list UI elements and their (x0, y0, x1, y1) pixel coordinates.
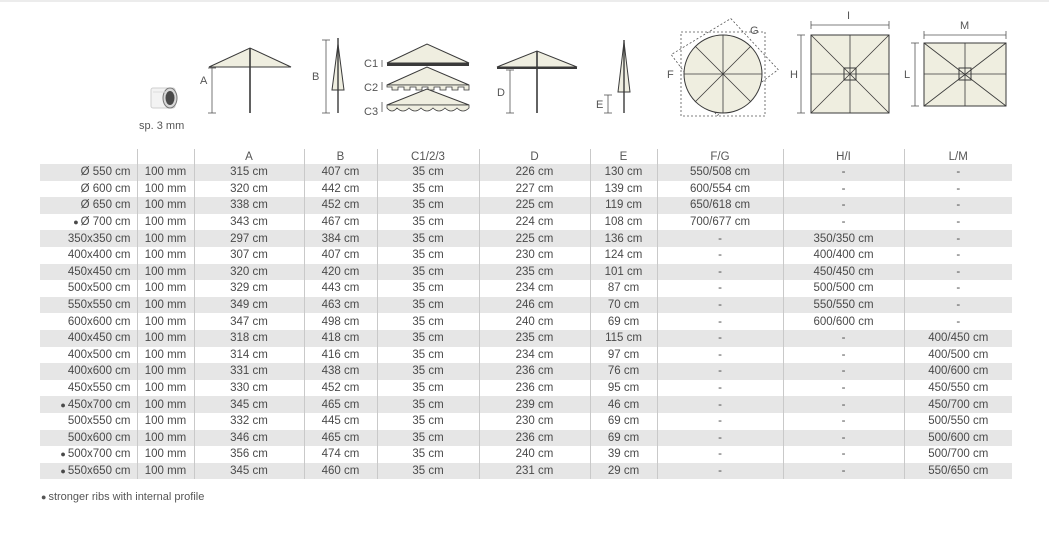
cell-c: 35 cm (377, 363, 479, 380)
bullet-icon: ● (41, 492, 47, 502)
label-c1: C1 (364, 58, 379, 70)
size-label: 350x350 cm (67, 232, 131, 245)
cell-c: 35 cm (377, 197, 479, 214)
table-row (40, 463, 1012, 480)
header-b: B (304, 149, 377, 164)
cell-lm: - (904, 297, 1012, 314)
cell-b: 460 cm (304, 463, 377, 480)
cell-fg: - (657, 380, 783, 397)
cell-hi: - (783, 396, 904, 413)
bullet-icon: ● (60, 465, 66, 476)
cell-fg: 600/554 cm (657, 181, 783, 198)
size-label: 450x550 cm (67, 382, 131, 395)
cell-hi: 400/400 cm (783, 247, 904, 264)
cell-pole: 100 mm (137, 214, 194, 231)
cell-a: 345 cm (194, 463, 304, 480)
table-row (40, 363, 1012, 380)
cell-b: 452 cm (304, 197, 377, 214)
label-m: M (960, 20, 970, 32)
cell-fg: - (657, 463, 783, 480)
bullet-icon: ● (60, 399, 66, 410)
footnote (41, 491, 204, 503)
cell-a: 297 cm (194, 230, 304, 247)
cell-a: 329 cm (194, 280, 304, 297)
cell-b: 443 cm (304, 280, 377, 297)
cell-c: 35 cm (377, 413, 479, 430)
header-e: E (590, 149, 657, 164)
header-a: A (194, 149, 304, 164)
cell-c: 35 cm (377, 164, 479, 181)
cell-e: 29 cm (590, 463, 657, 480)
cell-c: 35 cm (377, 380, 479, 397)
cell-fg: - (657, 446, 783, 463)
cell-lm: - (904, 247, 1012, 264)
cell-hi: - (783, 430, 904, 447)
cell-a: 343 cm (194, 214, 304, 231)
footnote-text: stronger ribs with internal profile (48, 491, 205, 503)
cell-c: 35 cm (377, 264, 479, 281)
cell-hi: - (783, 446, 904, 463)
cell-lm: - (904, 214, 1012, 231)
cell-d: 246 cm (479, 297, 590, 314)
cell-c: 35 cm (377, 297, 479, 314)
cell-size (40, 280, 137, 297)
cell-e: 108 cm (590, 214, 657, 231)
cell-hi: - (783, 363, 904, 380)
size-label: 450x450 cm (67, 265, 131, 278)
table-row (40, 197, 1012, 214)
label-c2: C2 (364, 82, 379, 94)
cell-b: 418 cm (304, 330, 377, 347)
cell-hi: - (783, 463, 904, 480)
cell-size (40, 430, 137, 447)
header-pole (137, 149, 194, 164)
table-row (40, 380, 1012, 397)
cell-e: 46 cm (590, 396, 657, 413)
label-a: A (200, 75, 208, 87)
size-label: 450x700 cm (67, 398, 131, 411)
cell-size (40, 413, 137, 430)
size-label: 550x650 cm (67, 464, 131, 477)
cell-d: 236 cm (479, 430, 590, 447)
label-c3: C3 (364, 106, 379, 118)
diagram-hi (790, 10, 889, 113)
diagram-d (497, 51, 577, 113)
cell-c: 35 cm (377, 330, 479, 347)
cell-pole: 100 mm (137, 247, 194, 264)
cell-a: 349 cm (194, 297, 304, 314)
cell-b: 416 cm (304, 347, 377, 364)
label-h: H (790, 69, 798, 81)
label-l: L (904, 69, 911, 81)
cell-hi: - (783, 164, 904, 181)
cell-c: 35 cm (377, 347, 479, 364)
cell-hi: 450/450 cm (783, 264, 904, 281)
cell-size (40, 164, 137, 181)
cell-b: 463 cm (304, 297, 377, 314)
header-lm: L/M (948, 150, 968, 163)
cell-size (40, 247, 137, 264)
cell-b: 384 cm (304, 230, 377, 247)
cell-c: 35 cm (377, 396, 479, 413)
cell-a: 314 cm (194, 347, 304, 364)
label-i: I (847, 10, 851, 22)
cell-pole: 100 mm (137, 197, 194, 214)
table-row (40, 430, 1012, 447)
cell-size (40, 463, 137, 480)
cell-a: 347 cm (194, 313, 304, 330)
cell-e: 119 cm (590, 197, 657, 214)
cell-pole: 100 mm (137, 430, 194, 447)
size-label: Ø 550 cm (80, 166, 131, 179)
cell-lm: - (904, 280, 1012, 297)
header-hi: H/I (783, 149, 904, 164)
table-row (40, 280, 1012, 297)
label-g: G (750, 25, 759, 37)
cell-hi: 500/500 cm (783, 280, 904, 297)
cell-hi: 350/350 cm (783, 230, 904, 247)
diagram-c (364, 44, 469, 118)
cell-b: 420 cm (304, 264, 377, 281)
cell-lm: - (904, 313, 1012, 330)
cell-a: 330 cm (194, 380, 304, 397)
cell-c: 35 cm (377, 430, 479, 447)
table-row (40, 396, 1012, 413)
cell-fg: - (657, 413, 783, 430)
cell-b: 445 cm (304, 413, 377, 430)
table-row (40, 330, 1012, 347)
cell-lm: - (904, 264, 1012, 281)
cell-e: 69 cm (590, 430, 657, 447)
cell-d: 234 cm (479, 347, 590, 364)
cell-e: 124 cm (590, 247, 657, 264)
cell-size (40, 363, 137, 380)
cell-pole: 100 mm (137, 413, 194, 430)
diagram-fg (664, 11, 785, 123)
size-label: 400x500 cm (67, 348, 131, 361)
cell-a: 332 cm (194, 413, 304, 430)
cell-b: 465 cm (304, 430, 377, 447)
cell-d: 224 cm (479, 214, 590, 231)
cell-a: 320 cm (194, 181, 304, 198)
cell-pole: 100 mm (137, 330, 194, 347)
cell-e: 39 cm (590, 446, 657, 463)
cell-e: 115 cm (590, 330, 657, 347)
table-row (40, 247, 1012, 264)
cell-e: 70 cm (590, 297, 657, 314)
label-e: E (596, 99, 604, 111)
header-d: D (479, 149, 590, 164)
cell-hi: - (783, 413, 904, 430)
size-label: Ø 650 cm (80, 199, 131, 212)
cell-d: 236 cm (479, 380, 590, 397)
cell-pole: 100 mm (137, 230, 194, 247)
pole-thickness-label: sp. 3 mm (139, 120, 185, 132)
cell-hi: - (783, 197, 904, 214)
cell-hi: 600/600 cm (783, 313, 904, 330)
cell-fg: - (657, 264, 783, 281)
pole-section-icon (151, 88, 177, 108)
cell-lm: 450/550 cm (904, 380, 1012, 397)
table-row (40, 230, 1012, 247)
cell-d: 236 cm (479, 363, 590, 380)
label-d: D (497, 87, 505, 99)
cell-e: 130 cm (590, 164, 657, 181)
cell-pole: 100 mm (137, 264, 194, 281)
size-label: 500x600 cm (67, 431, 131, 444)
cell-d: 235 cm (479, 330, 590, 347)
cell-size (40, 446, 137, 463)
cell-size (40, 181, 137, 198)
cell-hi: - (783, 214, 904, 231)
cell-fg: - (657, 230, 783, 247)
table-row (40, 413, 1012, 430)
cell-c: 35 cm (377, 230, 479, 247)
cell-fg: - (657, 396, 783, 413)
bullet-icon: ● (60, 449, 66, 460)
cell-a: 346 cm (194, 430, 304, 447)
cell-pole: 100 mm (137, 380, 194, 397)
cell-lm: 500/550 cm (904, 413, 1012, 430)
size-table (40, 149, 1012, 479)
cell-b: 438 cm (304, 363, 377, 380)
size-label: 500x500 cm (67, 282, 131, 295)
cell-pole: 100 mm (137, 313, 194, 330)
cell-lm: 400/450 cm (904, 330, 1012, 347)
cell-pole: 100 mm (137, 446, 194, 463)
cell-size (40, 264, 137, 281)
cell-size (40, 313, 137, 330)
cell-fg: - (657, 313, 783, 330)
cell-size (40, 380, 137, 397)
cell-lm: 500/700 cm (904, 446, 1012, 463)
cell-fg: - (657, 430, 783, 447)
diagram-lm (904, 20, 1006, 106)
size-label: Ø 700 cm (80, 216, 131, 229)
cell-fg: - (657, 280, 783, 297)
cell-c: 35 cm (377, 463, 479, 480)
cell-e: 139 cm (590, 181, 657, 198)
cell-a: 356 cm (194, 446, 304, 463)
table-header (40, 149, 1012, 164)
label-f: F (667, 69, 674, 81)
cell-a: 318 cm (194, 330, 304, 347)
table-body (40, 164, 1012, 479)
diagram-b (312, 38, 344, 113)
cell-e: 136 cm (590, 230, 657, 247)
cell-c: 35 cm (377, 214, 479, 231)
cell-hi: - (783, 181, 904, 198)
cell-fg: - (657, 330, 783, 347)
bullet-icon: ● (73, 217, 79, 228)
diagram-a (200, 48, 291, 113)
size-label: 400x600 cm (67, 365, 131, 378)
cell-hi: - (783, 347, 904, 364)
cell-lm: 500/600 cm (904, 430, 1012, 447)
cell-pole: 100 mm (137, 164, 194, 181)
cell-a: 307 cm (194, 247, 304, 264)
cell-a: 315 cm (194, 164, 304, 181)
cell-size (40, 197, 137, 214)
cell-lm: - (904, 181, 1012, 198)
diagram-e (596, 40, 630, 113)
table-row (40, 313, 1012, 330)
cell-hi: - (783, 330, 904, 347)
header-c: C1/2/3 (377, 149, 479, 164)
cell-d: 227 cm (479, 181, 590, 198)
size-label: 500x550 cm (67, 415, 131, 428)
label-b: B (312, 71, 320, 83)
table-row (40, 446, 1012, 463)
cell-e: 69 cm (590, 313, 657, 330)
cell-d: 225 cm (479, 230, 590, 247)
cell-b: 407 cm (304, 247, 377, 264)
table-row (40, 181, 1012, 198)
cell-d: 240 cm (479, 446, 590, 463)
cell-c: 35 cm (377, 280, 479, 297)
cell-lm: - (904, 230, 1012, 247)
size-label: 400x400 cm (67, 249, 131, 262)
cell-e: 97 cm (590, 347, 657, 364)
cell-pole: 100 mm (137, 347, 194, 364)
cell-pole: 100 mm (137, 181, 194, 198)
cell-d: 240 cm (479, 313, 590, 330)
cell-pole: 100 mm (137, 363, 194, 380)
cell-b: 442 cm (304, 181, 377, 198)
header-size (40, 149, 137, 164)
cell-b: 452 cm (304, 380, 377, 397)
cell-lm: 400/500 cm (904, 347, 1012, 364)
cell-e: 87 cm (590, 280, 657, 297)
table-row (40, 347, 1012, 364)
cell-pole: 100 mm (137, 396, 194, 413)
cell-size (40, 297, 137, 314)
size-label: 400x450 cm (67, 332, 131, 345)
cell-d: 235 cm (479, 264, 590, 281)
cell-d: 226 cm (479, 164, 590, 181)
cell-size (40, 230, 137, 247)
cell-lm: 550/650 cm (904, 463, 1012, 480)
cell-b: 465 cm (304, 396, 377, 413)
cell-c: 35 cm (377, 446, 479, 463)
cell-d: 231 cm (479, 463, 590, 480)
table-row (40, 164, 1012, 181)
table-row (40, 264, 1012, 281)
cell-fg: 650/618 cm (657, 197, 783, 214)
cell-fg: - (657, 363, 783, 380)
cell-e: 76 cm (590, 363, 657, 380)
cell-fg: 550/508 cm (657, 164, 783, 181)
table-row (40, 297, 1012, 314)
cell-e: 101 cm (590, 264, 657, 281)
cell-c: 35 cm (377, 313, 479, 330)
size-label: 550x550 cm (67, 299, 131, 312)
cell-c: 35 cm (377, 181, 479, 198)
cell-fg: 700/677 cm (657, 214, 783, 231)
cell-e: 95 cm (590, 380, 657, 397)
size-label: Ø 600 cm (80, 182, 131, 195)
cell-size (40, 396, 137, 413)
cell-size (40, 347, 137, 364)
cell-hi: - (783, 380, 904, 397)
cell-fg: - (657, 347, 783, 364)
cell-d: 230 cm (479, 413, 590, 430)
cell-d: 225 cm (479, 197, 590, 214)
cell-c: 35 cm (377, 247, 479, 264)
cell-lm: - (904, 164, 1012, 181)
cell-size (40, 214, 137, 231)
cell-a: 345 cm (194, 396, 304, 413)
cell-b: 467 cm (304, 214, 377, 231)
header-fg: F/G (657, 149, 783, 164)
cell-a: 320 cm (194, 264, 304, 281)
table-row (40, 214, 1012, 231)
cell-b: 498 cm (304, 313, 377, 330)
cell-a: 331 cm (194, 363, 304, 380)
size-label: 600x600 cm (67, 315, 131, 328)
cell-b: 474 cm (304, 446, 377, 463)
cell-lm: 400/600 cm (904, 363, 1012, 380)
cell-a: 338 cm (194, 197, 304, 214)
cell-d: 234 cm (479, 280, 590, 297)
cell-pole: 100 mm (137, 297, 194, 314)
cell-b: 407 cm (304, 164, 377, 181)
cell-d: 230 cm (479, 247, 590, 264)
cell-size (40, 330, 137, 347)
cell-e: 69 cm (590, 413, 657, 430)
cell-lm: - (904, 197, 1012, 214)
cell-fg: - (657, 247, 783, 264)
cell-fg: - (657, 297, 783, 314)
cell-pole: 100 mm (137, 463, 194, 480)
cell-pole: 100 mm (137, 280, 194, 297)
cell-lm: 450/700 cm (904, 396, 1012, 413)
size-label: 500x700 cm (67, 448, 131, 461)
cell-d: 239 cm (479, 396, 590, 413)
cell-hi: 550/550 cm (783, 297, 904, 314)
